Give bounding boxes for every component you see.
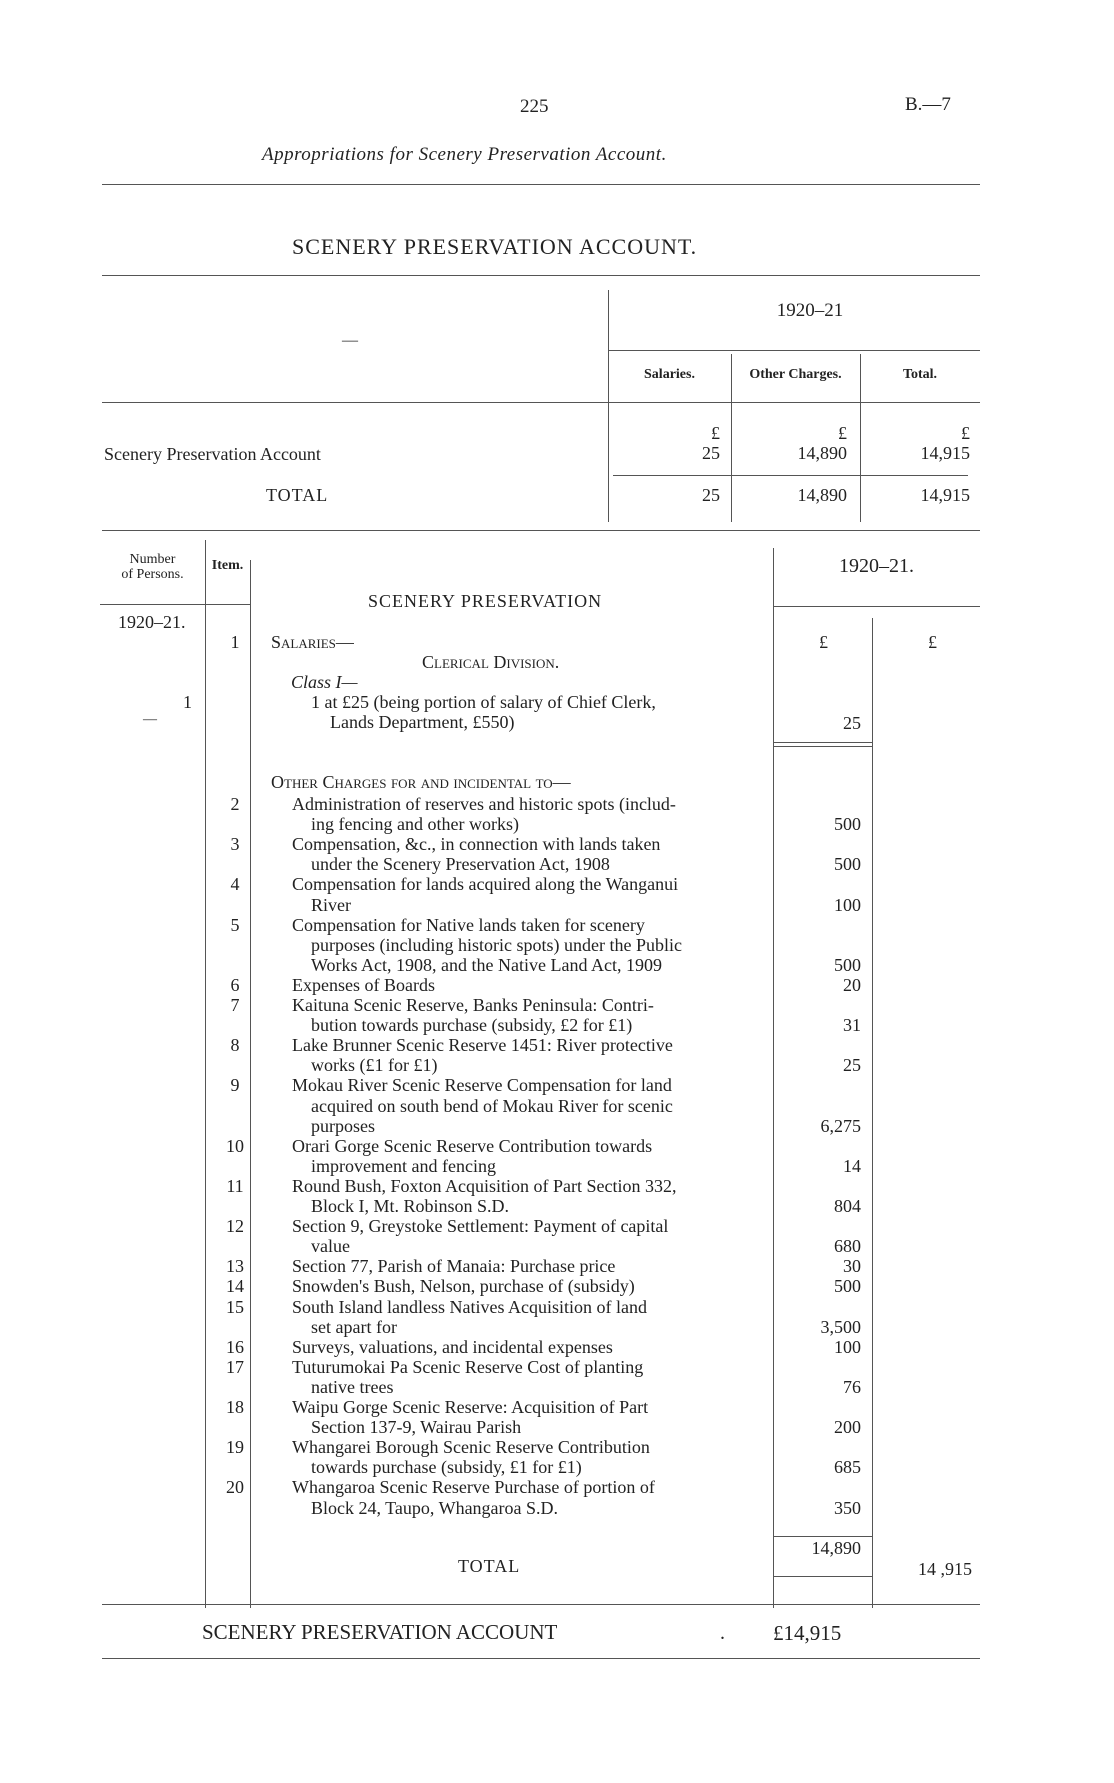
currency-symbol: £ — [961, 423, 970, 443]
col-persons-header: Number of Persons. — [121, 552, 184, 582]
item-amount: 3,500 — [820, 1316, 861, 1337]
currency-symbol: £ — [838, 423, 847, 443]
item-description: Administration of reserves and historic spots (includ- — [292, 794, 676, 814]
item-number: 11 — [226, 1175, 244, 1196]
item-description: improvement and fencing — [311, 1155, 496, 1176]
item-description: Block 24, Taupo, Whangaroa S.D. — [311, 1497, 559, 1518]
item-description: Compensation, &c., in connection with lands taken — [292, 834, 661, 855]
item-amount: 685 — [834, 1457, 861, 1478]
item-description: Waipu Gorge Scenic Reserve: Acquisition of Part — [292, 1397, 649, 1417]
clerical-division: Clerical Division. — [422, 652, 560, 672]
item-number: 4 — [230, 874, 240, 895]
item-description: purposes — [311, 1115, 375, 1136]
item-description: value — [311, 1236, 350, 1257]
item-number: 8 — [230, 1035, 240, 1056]
footer-label: SCENERY PRESERVATION ACCOUNT — [202, 1620, 558, 1644]
item-number: 15 — [226, 1296, 244, 1317]
item-description: Lake Brunner Scenic Reserve 1451: River protective — [292, 1035, 673, 1056]
summary-total-total: 14,915 — [920, 485, 970, 505]
persons-year: 1920–21. — [118, 612, 186, 632]
item-amount: 76 — [843, 1376, 861, 1397]
item-amount: 100 — [834, 1336, 861, 1357]
footer-amount: £14,915 — [773, 1621, 842, 1645]
item-description: Block I, Mt. Robinson S.D. — [311, 1196, 510, 1216]
item-description: Orari Gorge Scenic Reserve Contribution towards — [292, 1135, 653, 1156]
item-description: Section 77, Parish of Manaia: Purchase price — [292, 1256, 616, 1277]
footer-dot: . — [720, 1622, 725, 1644]
item-description: Round Bush, Foxton Acquisition of Part Section 332, — [292, 1175, 677, 1196]
summary-row-total: 14,915 — [920, 443, 970, 463]
item-description: set apart for — [311, 1316, 397, 1337]
detail-total: 14 ,915 — [918, 1559, 972, 1579]
item-amount: 14 — [843, 1155, 861, 1176]
summary-row-salaries: 25 — [702, 443, 720, 463]
item-amount: 31 — [843, 1015, 861, 1036]
item-number: 3 — [230, 834, 240, 855]
header-rule — [102, 184, 980, 185]
item-description: towards purchase (subsidy, £1 for £1) — [311, 1457, 582, 1478]
detail-total-label: TOTAL — [458, 1556, 521, 1576]
item-description: ing fencing and other works) — [311, 814, 519, 835]
item-amount: 200 — [834, 1417, 861, 1438]
salary-amount: 25 — [843, 713, 861, 733]
item-description: Compensation for Native lands taken for scenery — [292, 914, 645, 935]
currency-symbol: £ — [819, 632, 828, 652]
item-description: Section 9, Greystoke Settlement: Payment of capital — [292, 1216, 669, 1237]
item-amount: 500 — [834, 1276, 861, 1297]
col-total: Total. — [902, 367, 938, 382]
currency-symbol: £ — [711, 423, 720, 443]
item-description: Section 137-9, Wairau Parish — [311, 1417, 522, 1438]
class-label: Class I— — [291, 672, 358, 692]
item-description: acquired on south bend of Mokau River for scenic — [311, 1095, 673, 1116]
item-description: Expenses of Boards — [292, 974, 435, 995]
item-number: 14 — [226, 1276, 244, 1297]
salary-line: 1 at £25 (being portion of salary of Chief Clerk, — [311, 692, 656, 712]
item-number: 12 — [226, 1216, 244, 1237]
item-amount: 804 — [834, 1196, 861, 1216]
item-description: under the Scenery Preservation Act, 1908 — [311, 854, 610, 875]
item-description: Mokau River Scenic Reserve Compensation for land — [292, 1075, 672, 1096]
document-reference: B.—7 — [905, 94, 951, 115]
summary-total-other: 14,890 — [797, 485, 847, 505]
item-number: 1 — [230, 632, 240, 652]
item-amount: 100 — [834, 894, 861, 915]
page-title: SCENERY PRESERVATION ACCOUNT. — [292, 234, 698, 259]
summary-year: 1920–21 — [776, 300, 844, 321]
page-number: 225 — [520, 96, 549, 117]
summary-row-label: Scenery Preservation Account — [104, 444, 321, 464]
item-number: 9 — [230, 1075, 240, 1096]
item-amount: 680 — [834, 1236, 861, 1257]
item-amount: 20 — [843, 974, 861, 995]
item-description: Compensation for lands acquired along the Wanganui — [292, 874, 679, 895]
item-description: River — [311, 894, 351, 915]
item-description: South Island landless Natives Acquisition of land — [292, 1296, 647, 1317]
item-amount: 350 — [834, 1497, 861, 1518]
item-description: Works Act, 1908, and the Native Land Act, 1909 — [311, 954, 662, 975]
item-number: 18 — [226, 1397, 244, 1417]
salaries-heading: Salaries— — [271, 632, 354, 652]
item-description: Kaituna Scenic Reserve, Banks Peninsula: Contri- — [292, 995, 654, 1015]
item-number: 10 — [226, 1135, 244, 1156]
page-subtitle: Appropriations for Scenery Preservation Account. — [262, 144, 667, 165]
item-description: Whangaroa Scenic Reserve Purchase of portion of — [292, 1477, 655, 1498]
currency-symbol: £ — [928, 632, 937, 652]
summary-total-salaries: 25 — [702, 485, 720, 505]
item-amount: 500 — [834, 854, 861, 875]
item-description: bution towards purchase (subsidy, £2 for £1) — [311, 1015, 633, 1036]
item-description: works (£1 for £1) — [311, 1055, 438, 1076]
item-number: 2 — [230, 794, 240, 814]
summary-total-label: TOTAL — [266, 485, 329, 505]
item-number: 7 — [230, 995, 240, 1015]
item-number: 5 — [230, 914, 240, 935]
salary-persons-dash: — — [143, 712, 157, 727]
salary-persons: 1 — [183, 692, 192, 712]
salary-line: Lands Department, £550) — [330, 712, 515, 732]
other-charges-heading: Other Charges for and incidental to— — [271, 772, 571, 792]
item-amount: 500 — [834, 814, 861, 835]
col-other-charges: Other Charges. — [749, 367, 842, 382]
item-number: 13 — [226, 1256, 244, 1277]
item-number: 17 — [226, 1356, 244, 1377]
other-charges-subtotal: 14,890 — [811, 1538, 861, 1558]
item-description: Whangarei Borough Scenic Reserve Contribution — [292, 1437, 650, 1458]
item-description: native trees — [311, 1376, 394, 1397]
item-amount: 500 — [834, 954, 861, 975]
col-salaries: Salaries. — [644, 367, 695, 382]
detail-year: 1920–21. — [839, 555, 914, 577]
item-description: Snowden's Bush, Nelson, purchase of (subsidy) — [292, 1276, 635, 1297]
col-item-header: Item. — [211, 558, 244, 573]
item-number: 20 — [226, 1477, 244, 1498]
item-amount: 25 — [843, 1055, 861, 1076]
item-description: Surveys, valuations, and incidental expenses — [292, 1336, 613, 1357]
detail-heading: SCENERY PRESERVATION — [368, 591, 603, 611]
summary-dash: — — [342, 332, 358, 349]
item-number: 6 — [230, 974, 240, 995]
item-amount: 30 — [843, 1256, 861, 1277]
item-description: Tuturumokai Pa Scenic Reserve Cost of planting — [292, 1356, 644, 1377]
item-description: purposes (including historic spots) under the Public — [311, 934, 682, 955]
item-amount: 6,275 — [820, 1115, 861, 1136]
summary-row-other: 14,890 — [797, 443, 847, 463]
item-number: 19 — [226, 1437, 244, 1458]
item-number: 16 — [226, 1336, 244, 1357]
